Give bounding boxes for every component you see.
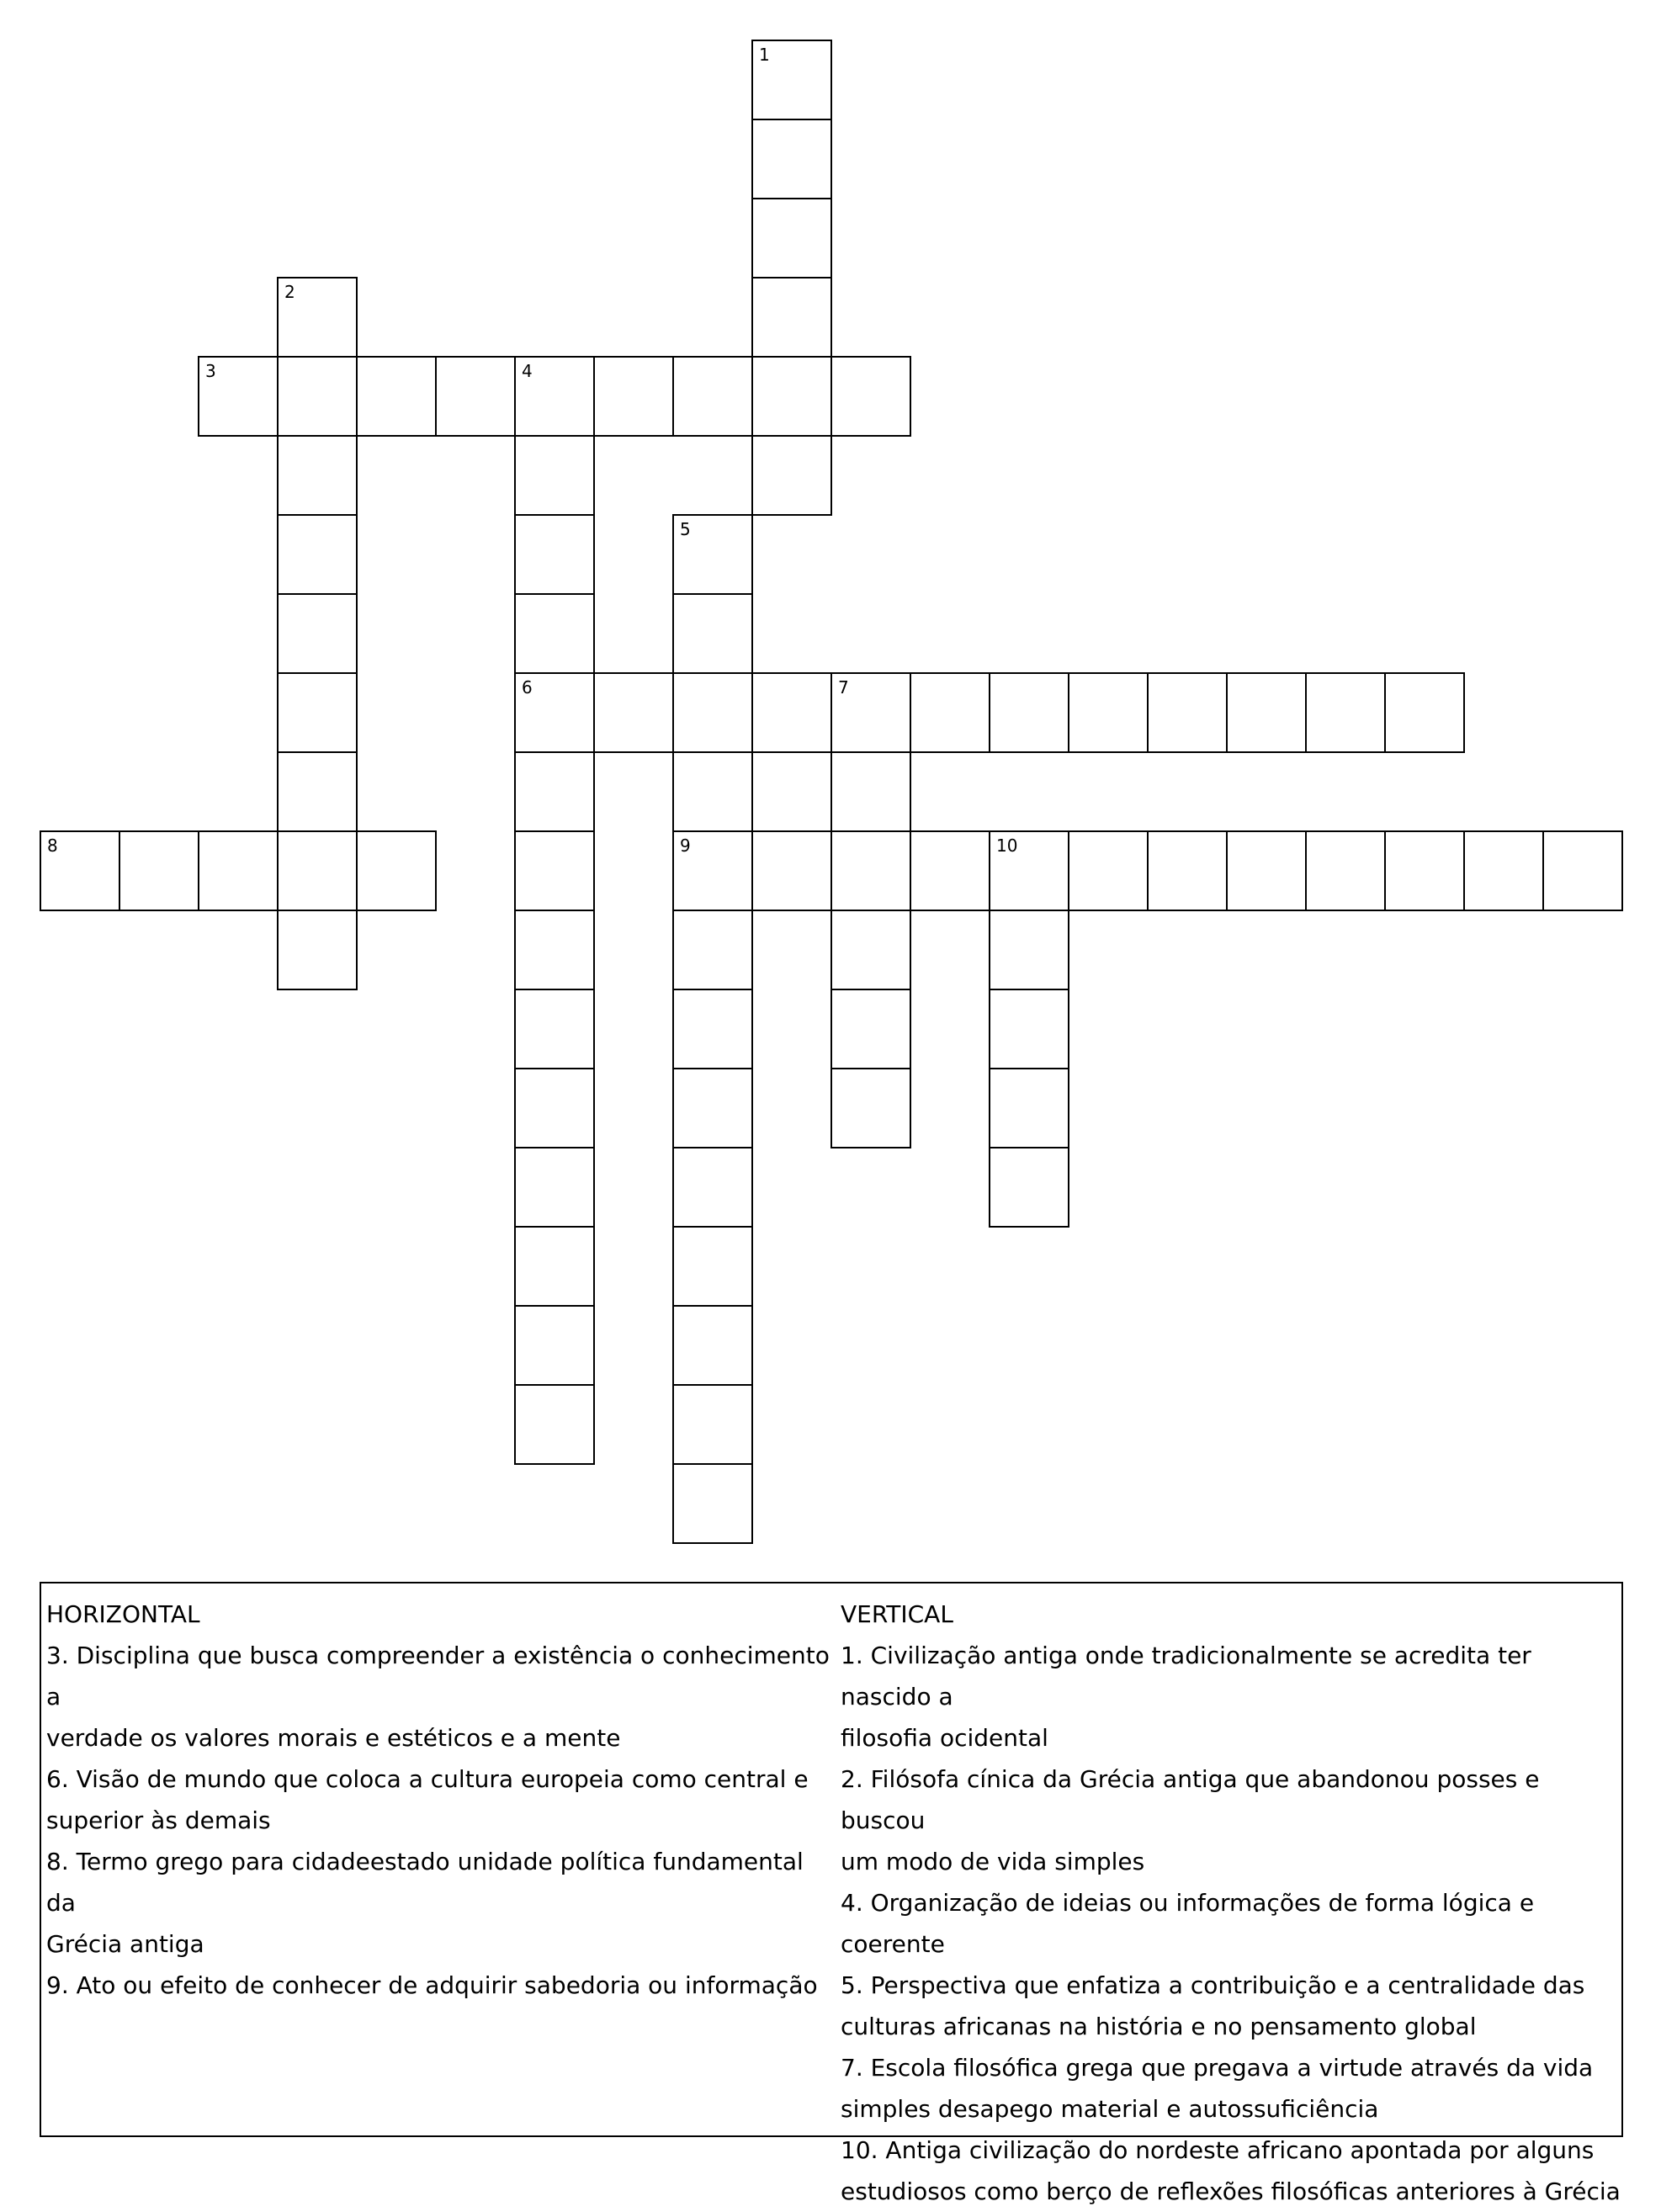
crossword-cell[interactable] — [514, 830, 595, 911]
across-clue — [46, 1841, 837, 1965]
crossword-cell[interactable] — [277, 672, 358, 753]
crossword-cell[interactable] — [751, 119, 832, 199]
crossword-cell[interactable] — [989, 1068, 1069, 1148]
crossword-cell[interactable] — [1147, 672, 1228, 753]
down-clue — [841, 1882, 1623, 1965]
clue-number: 4 — [522, 361, 533, 381]
crossword-cell[interactable] — [830, 910, 911, 990]
crossword-cell[interactable] — [1068, 672, 1149, 753]
crossword-cell[interactable] — [830, 830, 911, 911]
clue-number: 6 — [522, 677, 533, 698]
clue-number: 9 — [680, 835, 691, 856]
across-clue — [46, 1635, 837, 1758]
down-clues — [841, 1594, 1623, 2212]
crossword-cell[interactable] — [1542, 830, 1623, 911]
crossword-cell[interactable] — [514, 910, 595, 990]
clue-line: simples desapego material e autossuficiência — [841, 2095, 1379, 2123]
clue-line: 1. Civilização antiga onde tradicionalmente se acredita ter nascido a — [841, 1642, 1531, 1711]
crossword-cell[interactable] — [751, 435, 832, 516]
crossword-cell[interactable] — [672, 989, 753, 1069]
crossword-cell[interactable] — [672, 830, 753, 911]
clue-number: 7 — [838, 677, 849, 698]
crossword-cell[interactable] — [672, 356, 753, 437]
crossword-cell[interactable] — [672, 1147, 753, 1228]
crossword-cell[interactable] — [910, 830, 990, 911]
crossword-cell[interactable] — [1226, 830, 1307, 911]
clue-line: verdade os valores morais e estéticos e a mente — [46, 1724, 621, 1752]
crossword-cell[interactable] — [830, 672, 911, 753]
crossword-cell[interactable] — [1226, 672, 1307, 753]
clue-number: 3 — [205, 361, 216, 381]
across-clue — [46, 1758, 837, 1841]
crossword-cell[interactable] — [514, 435, 595, 516]
crossword-cell[interactable] — [672, 593, 753, 674]
clue-line: 3. Disciplina que busca compreender a existência o conhecimento a — [46, 1642, 830, 1711]
clue-number: 8 — [47, 835, 58, 856]
crossword-cell[interactable] — [989, 830, 1069, 911]
crossword-cell[interactable] — [514, 751, 595, 832]
crossword-cell[interactable] — [277, 751, 358, 832]
crossword-cell[interactable] — [672, 672, 753, 753]
down-clue — [841, 1965, 1623, 2047]
crossword-cell[interactable] — [751, 40, 832, 120]
crossword-cell[interactable] — [356, 356, 437, 437]
crossword-cell[interactable] — [514, 1226, 595, 1307]
clue-line: 2. Filósofa cínica da Grécia antiga que abandonou posses e buscou — [841, 1765, 1540, 1834]
crossword-cell[interactable] — [751, 277, 832, 358]
crossword-cell[interactable] — [672, 751, 753, 832]
crossword-cell[interactable] — [514, 1147, 595, 1228]
crossword-cell[interactable] — [830, 751, 911, 832]
clue-number: 10 — [996, 835, 1018, 856]
crossword-cell[interactable] — [672, 1463, 753, 1544]
clue-line: 10. Antiga civilização do nordeste africano apontada por alguns — [841, 2136, 1595, 2164]
crossword-cell[interactable] — [356, 830, 437, 911]
crossword-cell[interactable] — [751, 672, 832, 753]
down-heading: VERTICAL — [841, 1600, 953, 1628]
clue-line: 7. Escola filosófica grega que pregava a virtude através da vida — [841, 2054, 1594, 2082]
crossword-cell[interactable] — [514, 356, 595, 437]
clue-line: um modo de vida simples — [841, 1848, 1145, 1875]
crossword-cell[interactable] — [751, 356, 832, 437]
down-clue — [841, 1758, 1623, 1882]
down-clue-list — [841, 1635, 1623, 2212]
crossword-cell[interactable] — [672, 1384, 753, 1465]
down-clue — [841, 2130, 1623, 2212]
crossword-cell[interactable] — [514, 672, 595, 753]
clue-line: 8. Termo grego para cidadeestado unidade política fundamental da — [46, 1848, 804, 1917]
crossword-cell[interactable] — [277, 435, 358, 516]
crossword-cell[interactable] — [672, 514, 753, 595]
clue-line: superior às demais — [46, 1806, 271, 1834]
across-clues — [46, 1594, 837, 2006]
clues-box — [40, 1582, 1623, 2205]
clue-line: 9. Ato ou efeito de conhecer de adquirir sabedoria ou informação — [46, 1971, 818, 1999]
crossword-cell[interactable] — [989, 910, 1069, 990]
crossword-cell[interactable] — [751, 198, 832, 278]
across-heading: HORIZONTAL — [46, 1600, 200, 1628]
crossword-cell[interactable] — [277, 514, 358, 595]
crossword-cell[interactable] — [989, 1147, 1069, 1228]
crossword-cell[interactable] — [1463, 830, 1544, 911]
crossword-cell[interactable] — [830, 1068, 911, 1148]
crossword-cell[interactable] — [989, 989, 1069, 1069]
crossword-cell[interactable] — [198, 830, 279, 911]
crossword-cell[interactable] — [40, 830, 120, 911]
clue-number: 5 — [680, 519, 691, 539]
crossword-cell[interactable] — [1305, 672, 1386, 753]
clue-line: 6. Visão de mundo que coloca a cultura europeia como central e — [46, 1765, 809, 1793]
clue-line: 5. Perspectiva que enfatiza a contribuição e a centralidade das — [841, 1971, 1585, 1999]
clue-number: 1 — [759, 45, 770, 65]
crossword-cell[interactable] — [1068, 830, 1149, 911]
crossword-cell[interactable] — [1305, 830, 1386, 911]
across-clue-list — [46, 1635, 837, 2006]
crossword-cell[interactable] — [672, 1305, 753, 1386]
crossword-cell[interactable] — [989, 672, 1069, 753]
crossword-cell[interactable] — [514, 1384, 595, 1465]
crossword-cell[interactable] — [514, 1305, 595, 1386]
down-clue — [841, 1635, 1623, 1758]
crossword-cell[interactable] — [672, 910, 753, 990]
crossword-cell[interactable] — [277, 830, 358, 911]
clue-line: 4. Organização de ideias ou informações de forma lógica e coerente — [841, 1889, 1535, 1958]
clue-line: culturas africanas na história e no pensamento global — [841, 2013, 1477, 2040]
crossword-cell[interactable] — [514, 989, 595, 1069]
crossword-cell[interactable] — [514, 593, 595, 674]
crossword-cell[interactable] — [435, 356, 516, 437]
crossword-cell[interactable] — [1384, 830, 1465, 911]
crossword-cell[interactable] — [119, 830, 199, 911]
crossword-cell[interactable] — [198, 356, 279, 437]
crossword-cell[interactable] — [910, 672, 990, 753]
crossword-cell[interactable] — [672, 1068, 753, 1148]
crossword-cell[interactable] — [1384, 672, 1465, 753]
clue-line: filosofia ocidental — [841, 1724, 1048, 1752]
crossword-cell[interactable] — [277, 593, 358, 674]
crossword-cell[interactable] — [751, 830, 832, 911]
crossword-cell[interactable] — [514, 1068, 595, 1148]
clue-line: Grécia antiga — [46, 1930, 204, 1958]
crossword-cell[interactable] — [1147, 830, 1228, 911]
clue-line: estudiosos como berço de reflexões filosóficas anteriores à Grécia — [841, 2178, 1621, 2205]
crossword-cell[interactable] — [514, 514, 595, 595]
across-clue — [46, 1965, 837, 2006]
crossword-cell[interactable] — [277, 910, 358, 990]
crossword-cell[interactable] — [593, 672, 674, 753]
crossword-cell[interactable] — [830, 989, 911, 1069]
crossword-cell[interactable] — [277, 356, 358, 437]
crossword-cell[interactable] — [830, 356, 911, 437]
down-clue — [841, 2047, 1623, 2130]
crossword-cell[interactable] — [277, 277, 358, 358]
crossword-cell[interactable] — [672, 1226, 753, 1307]
crossword-cell[interactable] — [593, 356, 674, 437]
clue-number: 2 — [284, 282, 295, 302]
